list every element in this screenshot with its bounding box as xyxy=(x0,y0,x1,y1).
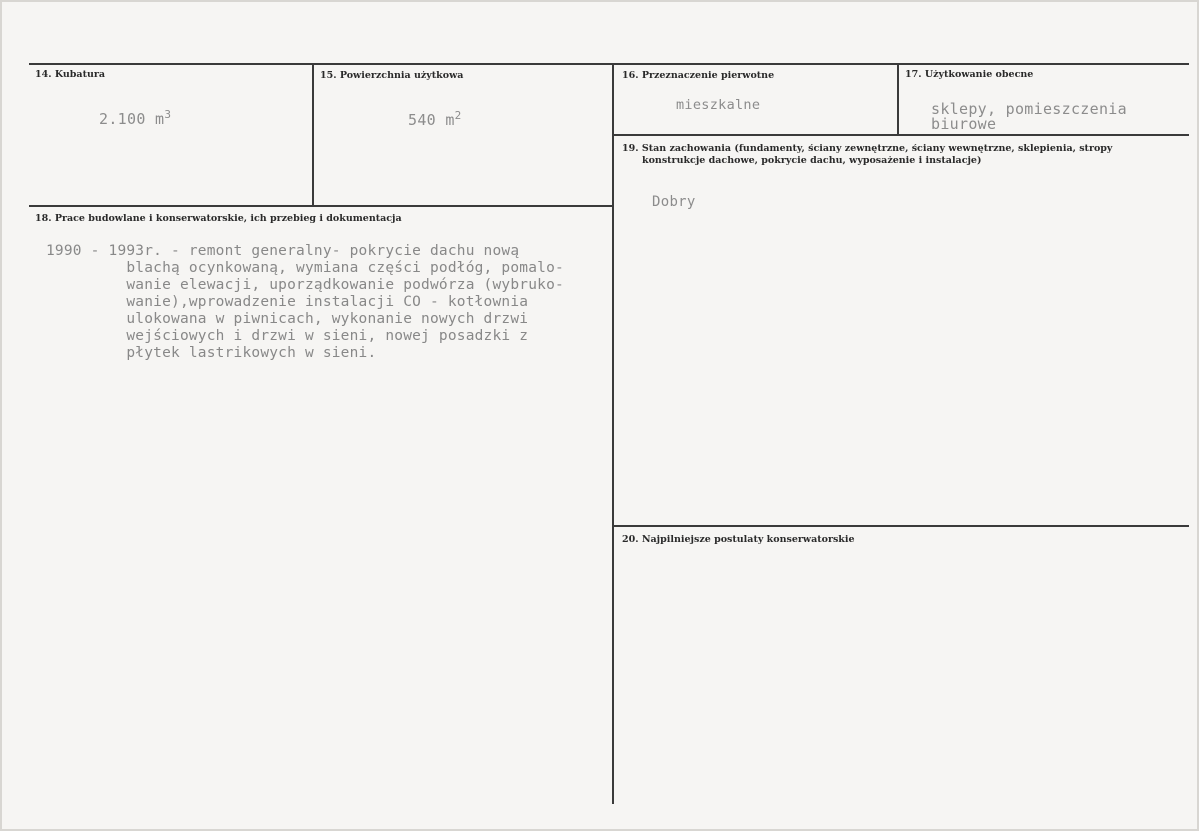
field-17-value-line2: biurowe xyxy=(931,115,997,133)
field-14-value xyxy=(99,108,171,128)
field-18-line: blachą ocynkowaną, wymiana części podłóg, pomalo- xyxy=(46,260,564,276)
field-17-label: 17. Użytkowanie obecne xyxy=(905,69,1034,80)
rule-under-16-17 xyxy=(614,134,1189,136)
field-18-line: wejściowych i drzwi w sieni, nowej posadzki z xyxy=(46,328,529,344)
top-rule xyxy=(29,63,1189,65)
field-20-label: 20. Najpilniejsze postulaty konserwatorskie xyxy=(622,534,855,545)
field-16-label: 16. Przeznaczenie pierwotne xyxy=(622,70,775,81)
field-14-label: 14. Kubatura xyxy=(35,69,106,80)
field-18-line: wanie),wprowadzenie instalacji CO - kotłownia xyxy=(46,294,529,310)
area-value: 540 m xyxy=(408,111,455,129)
divider-16-17 xyxy=(897,64,899,136)
field-15-value xyxy=(408,109,462,129)
field-16-value: mieszkalne xyxy=(676,97,761,113)
divider-main xyxy=(612,64,614,804)
divider-14-15 xyxy=(312,64,314,206)
area-exponent: 2 xyxy=(454,109,462,122)
field-19-label-line2: konstrukcje dachowe, pokrycie dachu, wyposażenie i instalacje) xyxy=(642,155,982,166)
field-15-label: 15. Powierzchnia użytkowa xyxy=(320,70,464,81)
field-18-label: 18. Prace budowlane i konserwatorskie, ich przebieg i dokumentacja xyxy=(35,213,402,224)
kubatura-value: 2.100 m xyxy=(99,110,165,128)
field-19-label-line1: 19. Stan zachowania (fundamenty, ściany zewnętrzne, ściany wewnętrzne, sklepienia, stropy xyxy=(622,143,1113,154)
kubatura-exponent: 3 xyxy=(164,108,172,121)
field-18-line: płytek lastrikowych w sieni. xyxy=(46,345,377,361)
field-18-line: 1990 - 1993r. - remont generalny- pokrycie dachu nową xyxy=(46,243,520,259)
field-17-value-line1: sklepy, pomieszczenia xyxy=(931,100,1127,118)
field-18-line: wanie elewacji, uporządkowanie podwórza (wybruko- xyxy=(46,277,564,293)
rule-under-14-15 xyxy=(29,205,613,207)
field-18-line: ulokowana w piwnicach, wykonanie nowych drzwi xyxy=(46,311,529,327)
field-19-value: Dobry xyxy=(652,194,696,210)
rule-above-20 xyxy=(614,525,1189,527)
